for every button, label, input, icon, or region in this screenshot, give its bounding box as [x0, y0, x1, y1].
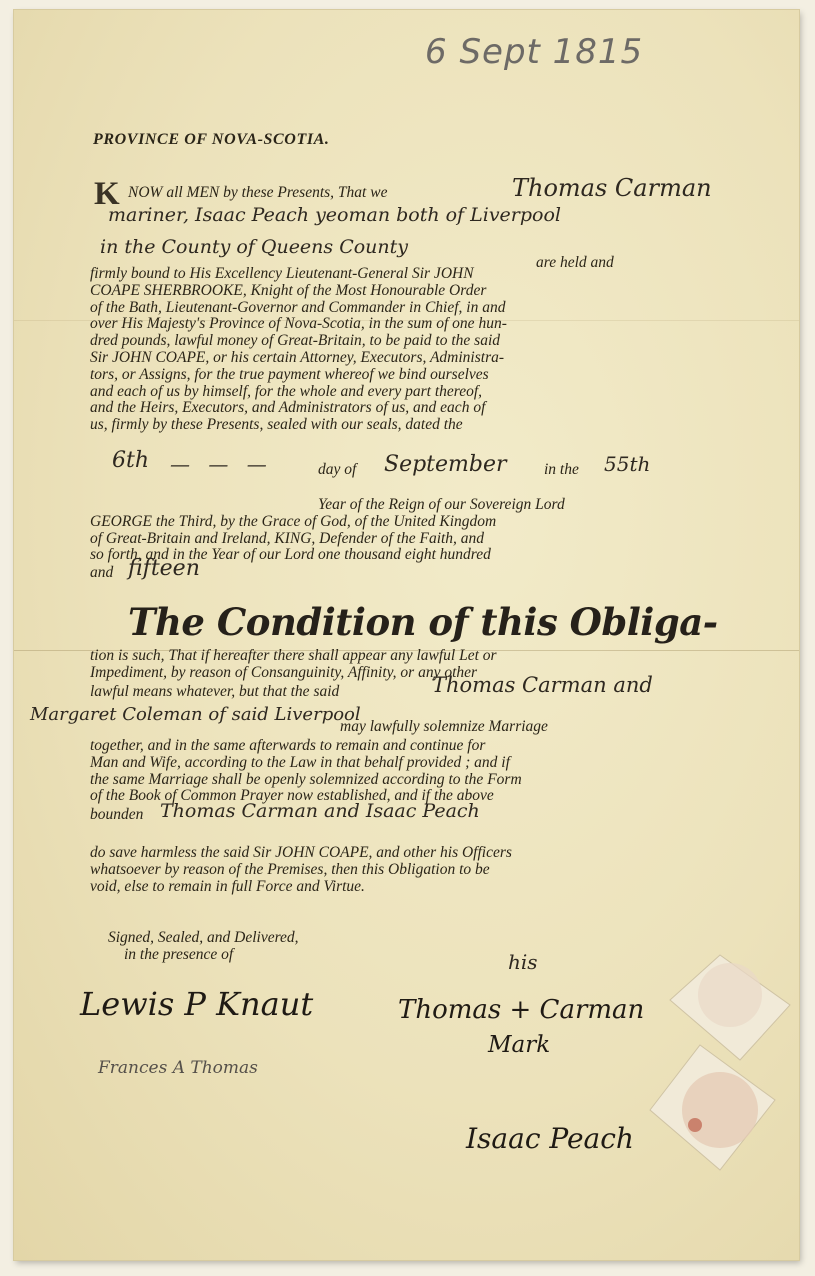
province-heading: PROVINCE OF NOVA-SCOTIA.	[93, 131, 330, 148]
text-line: tion is such, That if hereafter there shall appear any lawful Let or	[90, 647, 497, 664]
text-line: void, else to remain in full Force and Virtue.	[90, 877, 365, 895]
condition-heading: The Condition of this Obliga-	[128, 600, 718, 644]
text-line: GEORGE the Third, by the Grace of God, of the United Kingdom	[90, 512, 497, 530]
signature-peach: Isaac Peach	[466, 1122, 634, 1155]
upper-seal-stain	[698, 963, 762, 1027]
bounden-label: bounden	[90, 806, 144, 823]
text-line: firmly bound to His Excellency Lieutenant-General Sir JOHN	[90, 265, 474, 282]
opening-line: NOW all MEN by these Presents, That we	[128, 184, 388, 201]
text-line: us, firmly by these Presents, sealed with our seals, dated the	[90, 416, 463, 434]
text-line: whatsoever by reason of the Premises, then this Obligation to be	[90, 860, 490, 878]
signature-carman: Thomas + Carman	[398, 995, 645, 1025]
text-line: so forth, and in the Year of our Lord one thousand eight hundred	[90, 546, 491, 564]
text-line: of the Book of Common Prayer now established, and if the above	[90, 787, 494, 805]
day-of-label: day of	[318, 461, 357, 478]
signature-mark: Mark	[488, 1032, 551, 1058]
text-line: over His Majesty's Province of Nova-Scotia, in the sum of one hun-	[90, 315, 507, 333]
text-line: Impediment, by reason of Consanguinity, Affinity, or any other	[90, 663, 478, 681]
and-word: and	[90, 564, 114, 581]
pencil-date: 6 Sept 1815	[425, 32, 644, 72]
save-harmless-paragraph	[90, 845, 512, 895]
signed-sealed-label: Signed, Sealed, and Delivered,	[108, 929, 299, 946]
text-line: Man and Wife, according to the Law in that behalf provided ; and if	[90, 753, 510, 771]
signature-witness-knaut: Lewis P Knaut	[80, 985, 314, 1023]
drop-cap: K	[94, 176, 120, 212]
text-line: Year of the Reign of our Sovereign Lord	[318, 496, 565, 513]
held-text: are held and	[536, 254, 614, 271]
handwritten-occupations: mariner, Isaac Peach yeoman both of Liverpool	[108, 204, 562, 226]
handwritten-principal: Thomas Carman	[512, 174, 712, 202]
marriage-paragraph	[90, 738, 522, 805]
dash-fill: — — —	[170, 452, 273, 476]
handwritten-bounden: Thomas Carman and Isaac Peach	[160, 800, 480, 822]
text-line: the same Marriage shall be openly solemnized according to the Form	[90, 770, 522, 788]
handwritten-day: 6th	[112, 448, 150, 473]
handwritten-groom: Thomas Carman and	[432, 673, 653, 697]
handwritten-county: in the County of Queens County	[100, 236, 409, 258]
text-line: together, and in the same afterwards to remain and continue for	[90, 737, 486, 754]
text-line: and the Heirs, Executors, and Administrators of us, and each of	[90, 399, 486, 417]
text-line: and each of us by himself, for the whole and every part thereof,	[90, 382, 483, 400]
handwritten-fifteen: fifteen	[128, 556, 200, 581]
signature-his: his	[508, 950, 538, 974]
text-line: Sir JOHN COAPE, or his certain Attorney, Executors, Administra-	[90, 348, 505, 366]
text-line: of the Bath, Lieutenant-Governor and Commander in Chief, in and	[90, 298, 506, 316]
text-line: of Great-Britain and Ireland, KING, Defender of the Faith, and	[90, 529, 485, 547]
lawful-means-text: lawful means whatever, but that the said	[90, 683, 340, 700]
handwritten-year: 55th	[604, 452, 651, 476]
red-wax-trace	[688, 1118, 702, 1132]
text-line: tors, or Assigns, for the true payment whereof we bind ourselves	[90, 365, 489, 383]
signature-witness-thomas: Frances A Thomas	[98, 1058, 258, 1078]
reign-paragraph	[90, 497, 565, 564]
handwritten-bride: Margaret Coleman of said Liverpool	[30, 704, 361, 725]
lower-seal-stain	[682, 1072, 758, 1148]
bond-paragraph	[90, 266, 507, 434]
wafer-seals	[640, 950, 800, 1190]
may-lawfully-text: may lawfully solemnize Marriage	[340, 718, 548, 735]
text-line: do save harmless the said Sir JOHN COAPE, and other his Officers	[90, 844, 512, 861]
in-the-label: in the	[544, 461, 579, 478]
handwritten-month: September	[384, 452, 507, 477]
presence-label: in the presence of	[124, 946, 234, 963]
text-line: dred pounds, lawful money of Great-Britain, to be paid to the said	[90, 332, 501, 350]
text-line: COAPE SHERBROOKE, Knight of the Most Honourable Order	[90, 281, 487, 299]
